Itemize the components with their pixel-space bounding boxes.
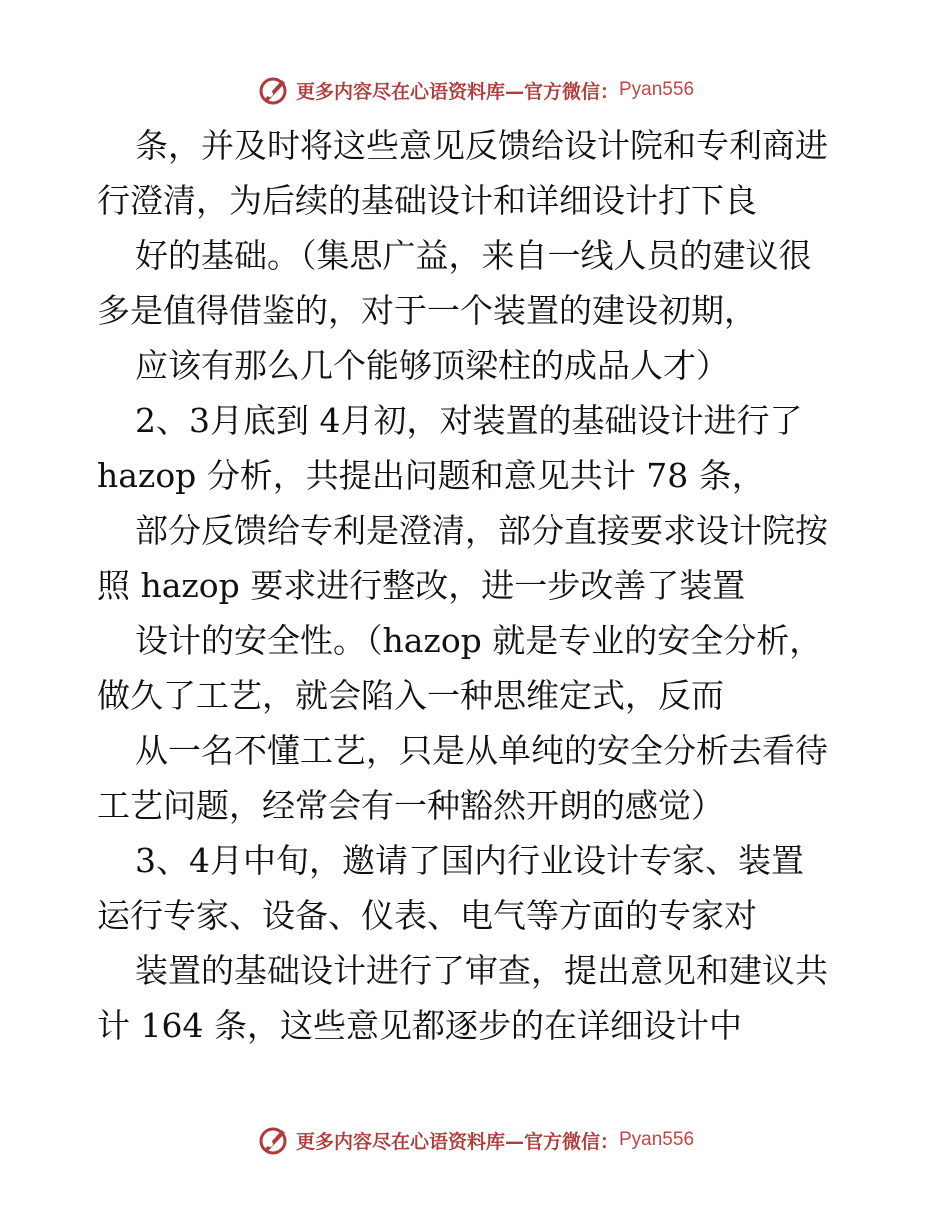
- header-watermark-banner: [0, 72, 950, 108]
- text-line: 做久了工艺，就会陷入一种思维定式，反而: [97, 676, 724, 715]
- banner-text: 更多内容尽在心语资料库—官方微信：: [295, 80, 619, 103]
- brush-logo-icon: [256, 73, 290, 107]
- banner-text: 更多内容尽在心语资料库—官方微信：: [295, 1130, 619, 1153]
- footer-watermark-banner: [0, 1122, 950, 1158]
- text-line: 运行专家、设备、仪表、电气等方面的专家对: [97, 896, 757, 935]
- text-line: 好的基础。（集思广益，来自一线人员的建议很: [135, 236, 812, 275]
- text-line: 从一名不懂工艺，只是从单纯的安全分析去看待: [135, 731, 828, 770]
- banner-account: Pyan556: [619, 1129, 695, 1150]
- brush-logo-icon: [256, 1123, 290, 1157]
- text-line: 3、4月中旬，邀请了国内行业设计专家、装置: [135, 841, 804, 880]
- text-line: 2、3月底到 4月初，对装置的基础设计进行了: [135, 401, 803, 440]
- text-line: 多是值得借鉴的，对于一个装置的建设初期，: [97, 291, 757, 330]
- text-line: 工艺问题，经常会有一种豁然开朗的感觉）: [97, 786, 724, 825]
- text-line: 行澄清，为后续的基础设计和详细设计打下良: [97, 181, 757, 220]
- text-line: 部分反馈给专利是澄清，部分直接要求设计院按: [135, 511, 828, 550]
- body-text: [97, 118, 857, 1053]
- text-line: 设计的安全性。（hazop 就是专业的安全分析，: [135, 621, 823, 660]
- banner-account: Pyan556: [619, 79, 695, 100]
- text-line: 照 hazop 要求进行整改，进一步改善了装置: [97, 566, 746, 605]
- text-line: 计 164 条，这些意见都逐步的在详细设计中: [97, 1006, 742, 1045]
- text-line: hazop 分析，共提出问题和意见共计 78 条，: [97, 456, 765, 495]
- text-line: 条，并及时将这些意见反馈给设计院和专利商进: [135, 126, 828, 165]
- text-line: 装置的基础设计进行了审查，提出意见和建议共: [135, 951, 828, 990]
- text-line: 应该有那么几个能够顶梁柱的成品人才）: [135, 346, 729, 385]
